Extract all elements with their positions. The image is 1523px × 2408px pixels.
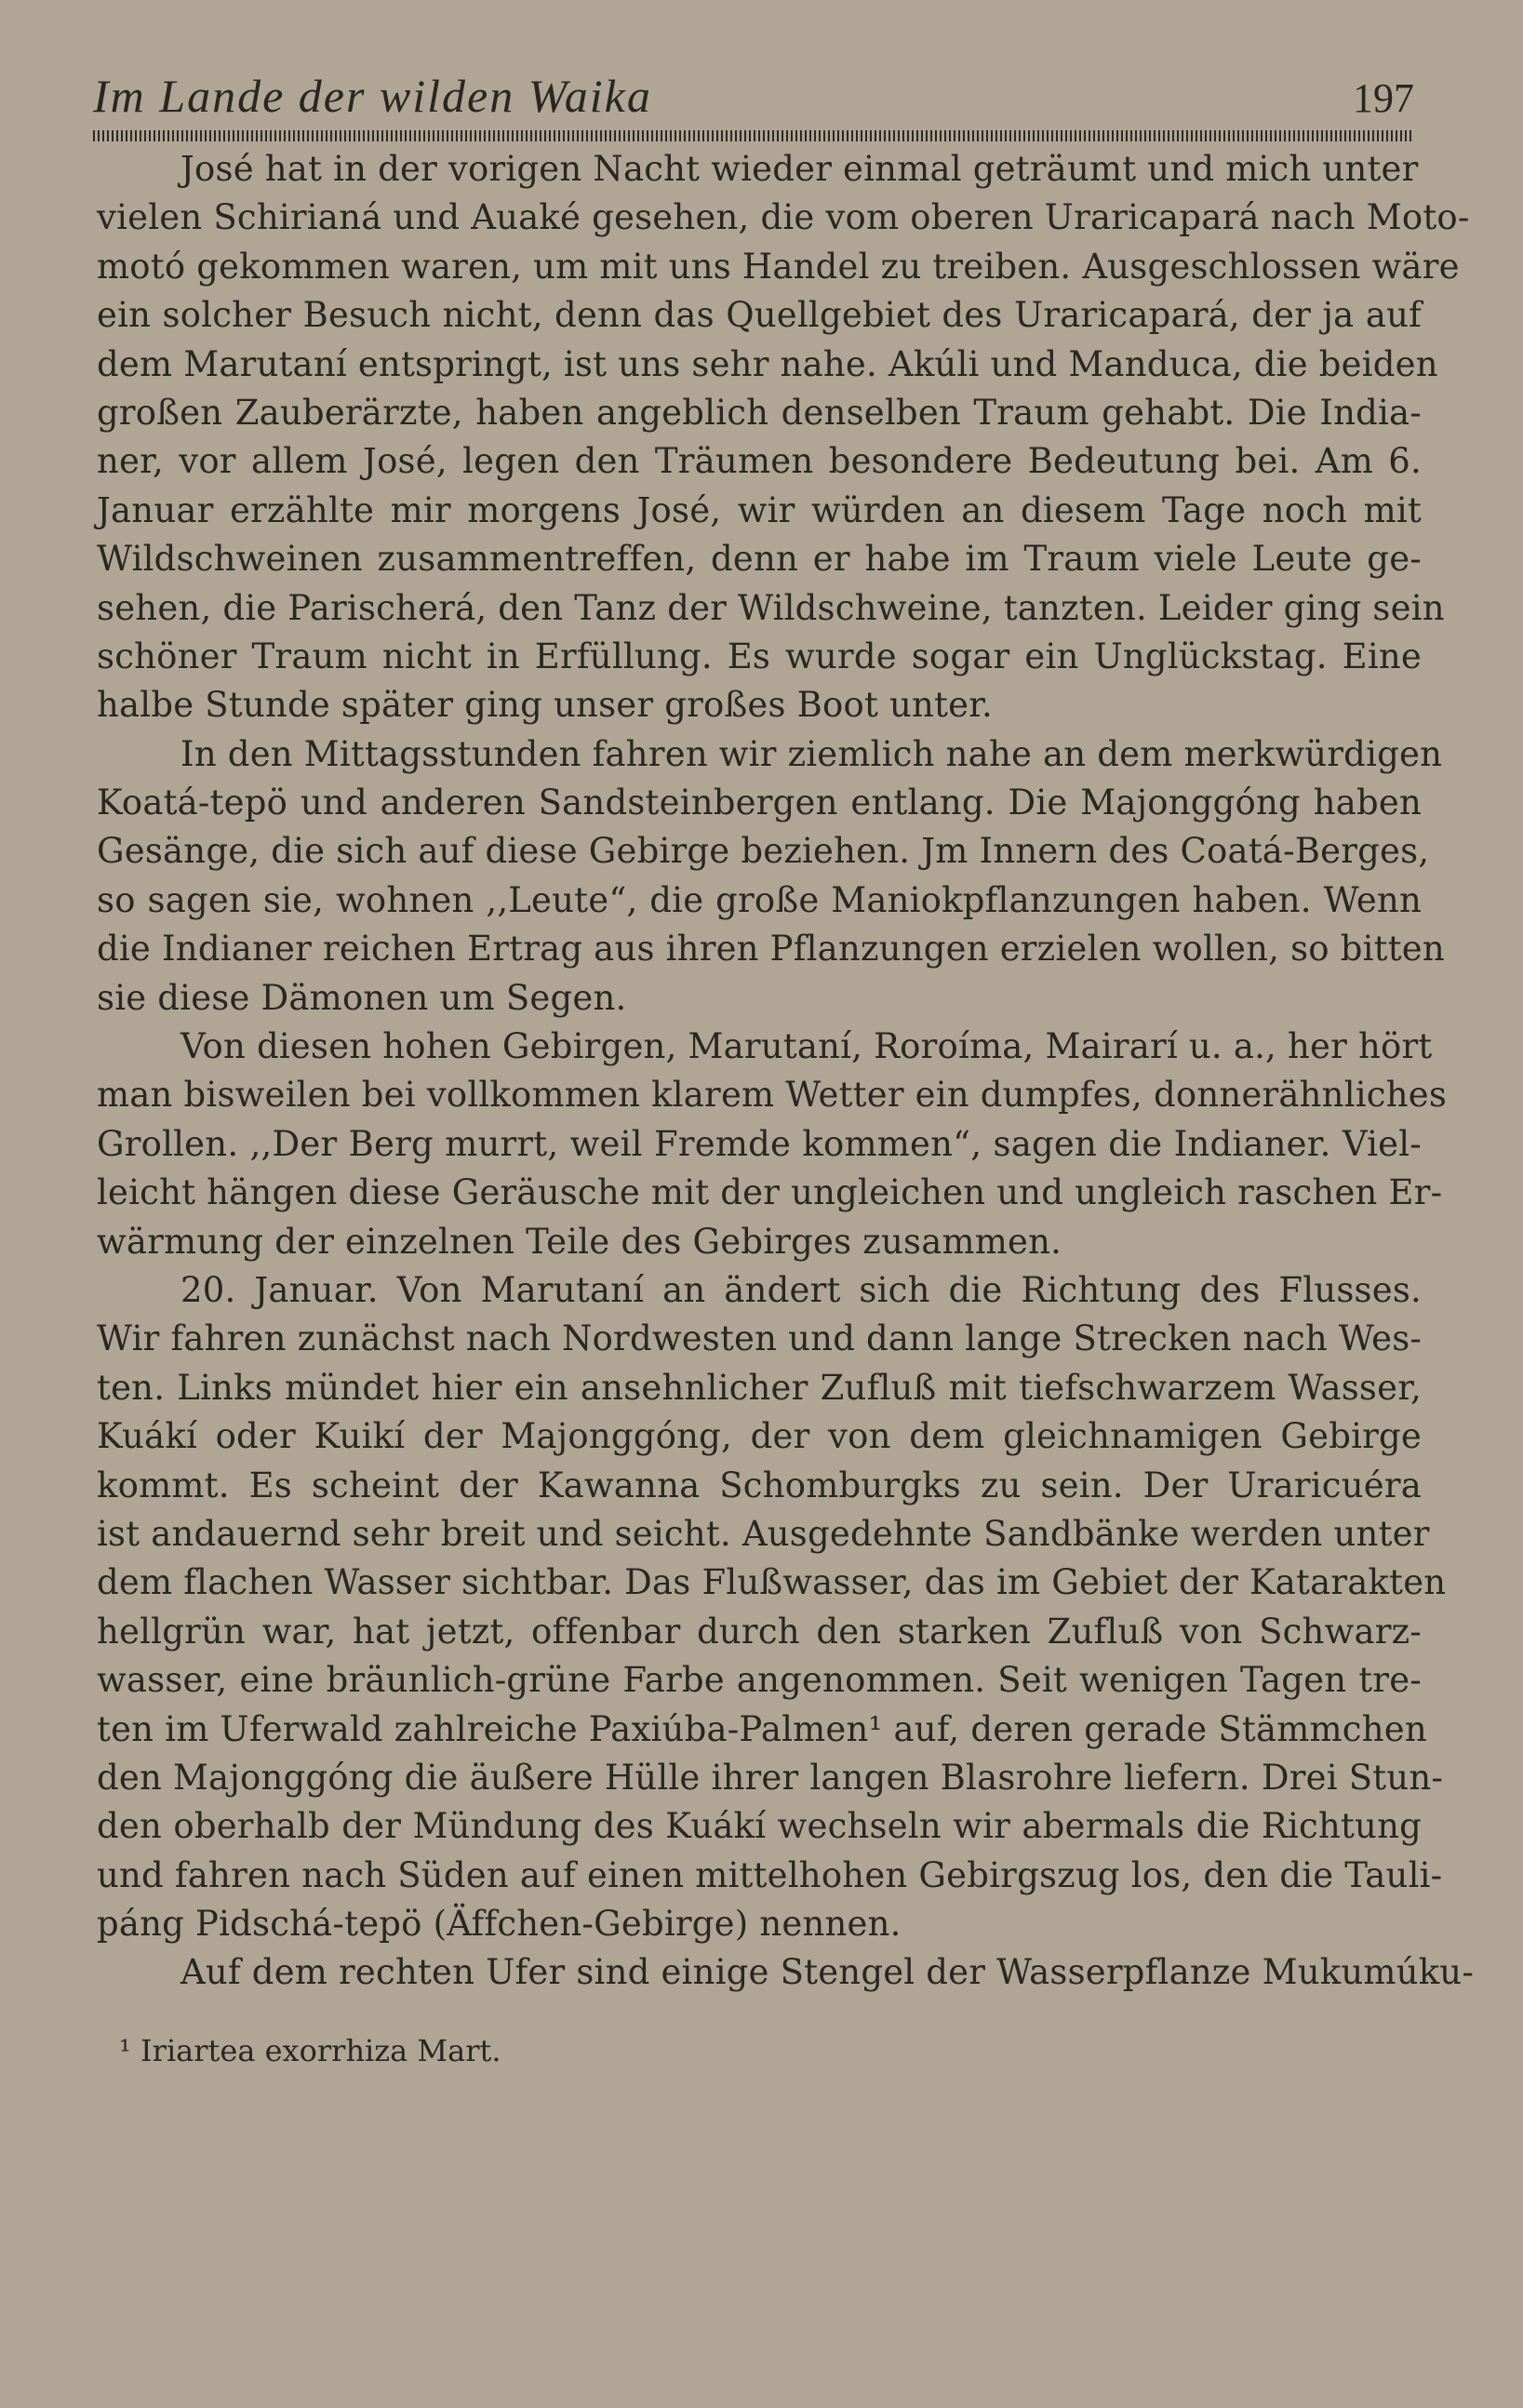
body-line: man bisweilen bei vollkommen klarem Wetter ein dumpfes, donnerähnliches [97, 1075, 1448, 1116]
body-text [97, 145, 1475, 1998]
body-line: dem Marutaní entspringt, ist uns sehr nahe. Akúli und Manduca, die beiden [97, 343, 1438, 384]
body-line: José hat in der vorigen Nacht wieder einmal geträumt und mich unter [180, 149, 1419, 189]
body-line: sie diese Dämonen um Segen. [97, 977, 627, 1018]
footnote: ¹ Iriartea exorrhiza Mart. [119, 2033, 501, 2068]
body-line: Gesänge, die sich auf diese Gebirge beziehen. Jm Innern des Coatá-Berges, [97, 831, 1430, 872]
body-line: In den Mittagsstunden fahren wir ziemlich nahe an dem merkwürdigen [180, 733, 1443, 774]
body-line: wasser, eine bräunlich-grüne Farbe angenommen. Seit wenigen Tagen tre- [97, 1660, 1422, 1701]
body-line: leicht hängen diese Geräusche mit der ungleichen und ungleich raschen Er- [97, 1172, 1443, 1213]
body-line: ten im Uferwald zahlreiche Paxiúba-Palmen¹ auf, deren gerade Stämmchen [97, 1708, 1427, 1749]
body-line: großen Zauberärzte, haben angeblich denselben Traum gehabt. Die India- [97, 392, 1422, 433]
body-line: und fahren nach Süden auf einen mittelhohen Gebirgszug los, den die Tauli- [97, 1854, 1443, 1895]
body-line: so sagen sie, wohnen ,,Leute“, die große Maniokpflanzungen haben. Wenn [97, 879, 1422, 920]
body-line: ein solcher Besuch nicht, denn das Quellgebiet des Uraricapará, der ja auf [97, 295, 1422, 336]
body-line: Auf dem rechten Ufer sind einige Stengel der Wasserpflanze Mukumúku- [180, 1952, 1475, 1993]
body-line: Wir fahren zunächst nach Nordwesten und dann lange Strecken nach Wes- [97, 1318, 1423, 1359]
body-line: den oberhalb der Mündung des Kuákí wechseln wir abermals die Richtung [97, 1806, 1422, 1847]
body-line: vielen Schirianá und Auaké gesehen, die vom oberen Uraricapará nach Moto- [97, 197, 1470, 238]
body-line: ner, vor allem José, legen den Träumen besondere Bedeutung bei. Am 6. [97, 441, 1422, 482]
page-header [93, 70, 1414, 128]
body-line: ist andauernd sehr breit und seicht. Ausgedehnte Sandbänke werden unter [97, 1513, 1430, 1554]
body-line: Wildschweinen zusammentreffen, denn er habe im Traum viele Leute ge- [97, 539, 1422, 580]
running-title: Im Lande der wilden Waika [93, 70, 652, 122]
body-line: Januar erzählte mir morgens José, wir würden an diesem Tage noch mit [97, 489, 1422, 530]
body-line: hellgrün war, hat jetzt, offenbar durch den starken Zufluß von Schwarz- [97, 1611, 1422, 1652]
body-line: 20. Januar. Von Marutaní an ändert sich die Richtung des Flusses. [180, 1269, 1422, 1310]
body-line: motó gekommen waren, um mit uns Handel zu treiben. Ausgeschlossen wäre [97, 246, 1460, 287]
body-line: schöner Traum nicht in Erfüllung. Es wurde sogar ein Unglückstag. Eine [97, 635, 1422, 676]
body-line: kommt. Es scheint der Kawanna Schomburgks zu sein. Der Uraricuéra [97, 1465, 1422, 1505]
body-line: sehen, die Parischerá, den Tanz der Wildschweine, tanzten. Leider ging sein [97, 587, 1445, 628]
body-line: Grollen. ,,Der Berg murrt, weil Fremde kommen“, sagen die Indianer. Viel- [97, 1123, 1422, 1164]
body-line: Koatá-tepö und anderen Sandsteinbergen entlang. Die Majonggóng haben [97, 783, 1422, 823]
body-line: Kuákí oder Kuikí der Majonggóng, der von dem gleichnamigen Gebirge [97, 1416, 1422, 1457]
body-line: páng Pidschá-tepö (Äffchen-Gebirge) nennen. [97, 1904, 902, 1945]
body-line: wärmung der einzelnen Teile des Gebirges zusammen. [97, 1221, 1062, 1262]
body-line: die Indianer reichen Ertrag aus ihren Pflanzungen erzielen wollen, so bitten [97, 929, 1445, 970]
body-line: Von diesen hohen Gebirgen, Marutaní, Roroíma, Mairarí u. a., her hört [180, 1026, 1433, 1067]
body-line: halbe Stunde später ging unser großes Boot unter. [97, 685, 994, 726]
body-line: dem flachen Wasser sichtbar. Das Flußwasser, das im Gebiet der Katarakten [97, 1562, 1447, 1603]
page-number: 197 [1353, 75, 1414, 121]
body-line: den Majonggóng die äußere Hülle ihrer langen Blasrohre liefern. Drei Stun- [97, 1757, 1444, 1798]
body-line: ten. Links mündet hier ein ansehnlicher Zufluß mit tiefschwarzem Wasser, [97, 1367, 1422, 1408]
header-rule [93, 130, 1414, 141]
